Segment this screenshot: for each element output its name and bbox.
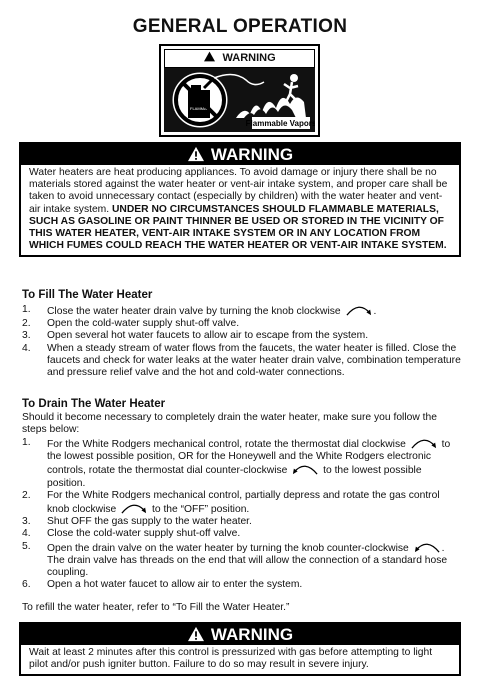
step-number: 5. [22, 540, 31, 552]
flammable-materials-warning-box [19, 142, 461, 257]
step-text-end: . The drain valve has threads on the end that will allow the connection of a standard hose coupling. [47, 542, 448, 579]
clockwise-arrow-icon [344, 304, 374, 317]
picture-banner-label: WARNING [222, 52, 276, 64]
step-number: 1. [22, 304, 31, 315]
step-text-mid: to the lowest possible position, OR for the Honeywell and the White Rodgers electronic controls, rotate the thermostat dial counter-clockwise [47, 439, 451, 477]
list-item [22, 304, 462, 318]
fill-heading: To Fill The Water Heater [22, 289, 153, 301]
step-text-end: to the lowest possible position. [47, 465, 422, 489]
drain-heading: To Drain The Water Heater [22, 398, 166, 410]
step-text: For the White Rodgers mechanical control, rotate the thermostat dial clockwise [47, 439, 406, 450]
list-item [22, 528, 462, 540]
warning-header-label: WARNING [210, 625, 294, 644]
step-text: When a steady stream of water flows from the faucets, the water heater is filled. Close the faucets and check for water leaks at the water heater drain valve, combination temperature and pressure relief valve and the hot and cold-water connections. [47, 342, 461, 379]
refill-note: To refill the water heater, refer to “To Fill the Water Heater.” [22, 602, 290, 613]
warning-header [21, 624, 459, 645]
fill-steps-list [22, 304, 462, 379]
warning-header [21, 144, 459, 165]
step-number: 2. [22, 318, 31, 330]
step-text-end: to the “OFF” position. [152, 504, 250, 516]
warning-triangle-icon [187, 146, 205, 162]
step-number: 3. [22, 516, 31, 528]
warning-bold-text: UNDER NO CIRCUMSTANCES SHOULD FLAMMABLE MATERIALS, SUCH AS GASOLINE OR PAINT THINNER BE USED OR STORED IN THE VICINITY OF THIS WATER HEATER, VENT-AIR INTAKE SYSTEM OR IN ANY LOCATION FROM WHICH FUMES COULD REACH THE WATER HEATER OR VENT-AIR INTAKE SYSTEM. [29, 203, 447, 252]
step-text: Open several hot water faucets to allow air to escape from the system. [47, 330, 369, 342]
step-text: Open the cold-water supply shut-off valve. [47, 318, 240, 330]
warning-triangle-icon [187, 626, 205, 642]
list-item [22, 437, 462, 490]
step-number: 3. [22, 330, 31, 342]
clockwise-arrow-icon [119, 502, 149, 515]
warning-text: Water heaters are heat producing appliances. To avoid damage or injury there shall be no materials stored against the water heater or vent-air intake system, and proper care shall be taken to avoid unnecessary contact (especially by children) with the water heater and vent-air intake system. [29, 167, 448, 215]
list-item [22, 516, 462, 528]
step-text: Open the drain valve on the water heater by turning the knob counter-clockwise [47, 542, 409, 554]
step-number: 6. [22, 579, 31, 591]
can-label: FLAMMABLE [190, 106, 215, 111]
step-text: Open a hot water faucet to allow air to enter the system. [47, 579, 303, 591]
pilot-lighting-warning-box [19, 622, 461, 676]
step-text-end: . [373, 306, 377, 317]
picture-banner [164, 49, 315, 68]
list-item [22, 579, 462, 591]
step-number: 4. [22, 528, 31, 540]
step-number: 4. [22, 342, 31, 354]
picture-caption: Flammable Vapors [245, 119, 315, 128]
step-text: For the White Rodgers mechanical control, partially depress and rotate the gas control knob clockwise [47, 489, 440, 516]
clockwise-arrow-icon [409, 437, 439, 450]
drain-steps-list [22, 437, 462, 591]
warning-header-label: WARNING [210, 145, 294, 164]
counter-clockwise-arrow-icon [412, 541, 442, 554]
counter-clockwise-arrow-icon [290, 463, 320, 476]
warning-body: Wait at least 2 minutes after this control is pressurized with gas before attempting to light pilot and/or push igniter button. Failure to do so may result in severe injury. [29, 647, 433, 671]
page-title: GENERAL OPERATION [132, 16, 348, 37]
warning-body [21, 165, 459, 255]
list-item [22, 490, 462, 516]
step-number: 1. [22, 437, 31, 448]
step-text: Close the water heater drain valve by turning the knob clockwise [47, 306, 341, 317]
step-text: Close the cold-water supply shut-off valve. [47, 528, 241, 540]
drain-intro: Should it become necessary to completely drain the water heater, make sure you follow the steps below: [22, 412, 437, 436]
list-item [22, 318, 462, 330]
list-item [22, 330, 462, 342]
list-item [22, 541, 462, 580]
list-item [22, 343, 462, 380]
step-number: 2. [22, 489, 31, 501]
flammable-vapors-illustration [164, 68, 315, 132]
warning-triangle-icon [203, 51, 216, 62]
flammable-vapors-warning-picture [159, 44, 320, 137]
step-text: Shut OFF the gas supply to the water heater. [47, 516, 252, 528]
